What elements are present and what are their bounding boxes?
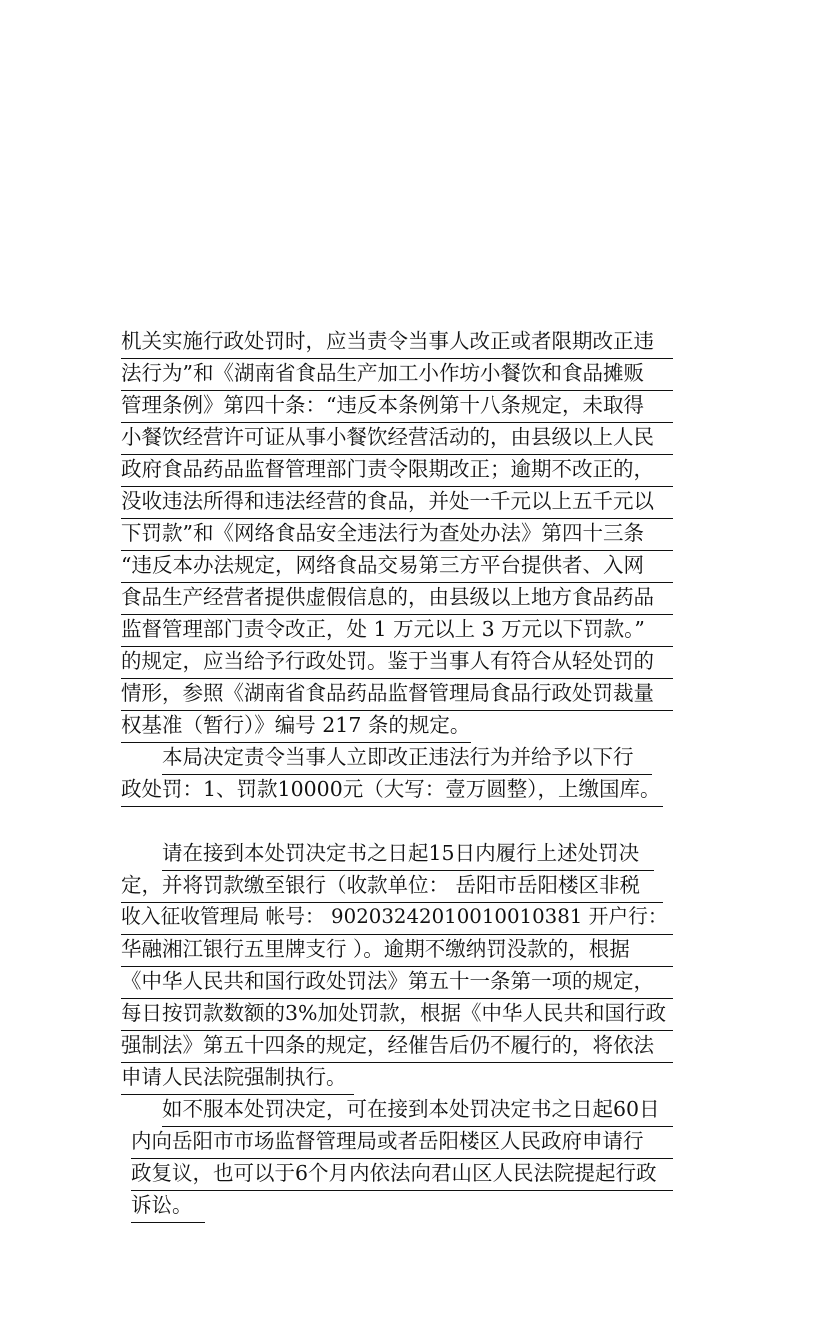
text-line: 法行为”和《湖南省食品生产加工小作坊小餐饮和食品摊贩 <box>121 358 673 391</box>
text-line: 请在接到本处罚决定书之日起15日内履行上述处罚决 <box>162 838 654 871</box>
text-line: 定，并将罚款缴至银行（收款单位： 岳阳市岳阳楼区非税 <box>121 870 663 903</box>
text-line: 收入征收管理局 帐号： 90203242010010010381 开户行： <box>121 902 673 935</box>
text-line: 强制法》第五十四条的规定，经催告后仍不履行的，将依法 <box>121 1030 673 1063</box>
text-line: 如不服本处罚决定，可在接到本处罚决定书之日起60日 <box>162 1094 673 1127</box>
text-line: 监督管理部门责令改正，处 1 万元以上 3 万元以下罚款。” <box>121 614 673 647</box>
text-line: 政处罚：1、罚款10000元（大写：壹万圆整），上缴国库。 <box>121 774 663 807</box>
text-line: “违反本办法规定，网络食品交易第三方平台提供者、入网 <box>121 550 673 583</box>
text-line: 食品生产经营者提供虚假信息的，由县级以上地方食品药品 <box>121 582 673 615</box>
text-line: 本局决定责令当事人立即改正违法行为并给予以下行 <box>162 742 652 775</box>
text-line: 小餐饮经营许可证从事小餐饮经营活动的，由县级以上人民 <box>121 422 673 455</box>
text-line: 《中华人民共和国行政处罚法》第五十一条第一项的规定， <box>121 966 673 999</box>
text-line: 管理条例》第四十条：“违反本条例第十八条规定，未取得 <box>121 390 673 423</box>
text-line: 每日按罚款数额的3%加处罚款，根据《中华人民共和国行政 <box>121 998 673 1031</box>
text-line: 权基准（暂行）》编号 217 条的规定。 <box>121 710 471 743</box>
text-line: 政府食品药品监督管理部门责令限期改正；逾期不改正的， <box>121 454 673 487</box>
text-line: 华融湘江银行五里牌支行 ）。逾期不缴纳罚没款的，根据 <box>121 934 673 967</box>
text-line: 内向岳阳市市场监督管理局或者岳阳楼区人民政府申请行 <box>131 1126 673 1159</box>
text-line: 诉讼。 <box>131 1190 205 1223</box>
text-line: 的规定，应当给予行政处罚。鉴于当事人有符合从轻处罚的 <box>121 646 673 679</box>
text-line: 政复议，也可以于6个月内依法向君山区人民法院提起行政 <box>131 1158 673 1191</box>
text-line: 申请人民法院强制执行。 <box>121 1062 354 1095</box>
text-line: 情形，参照《湖南省食品药品监督管理局食品行政处罚裁量 <box>121 678 673 711</box>
text-line: 下罚款”和《网络食品安全违法行为查处办法》第四十三条 <box>121 518 673 551</box>
text-line: 机关实施行政处罚时，应当责令当事人改正或者限期改正违 <box>121 326 673 359</box>
text-line: 没收违法所得和违法经营的食品，并处一千元以上五千元以 <box>121 486 673 519</box>
